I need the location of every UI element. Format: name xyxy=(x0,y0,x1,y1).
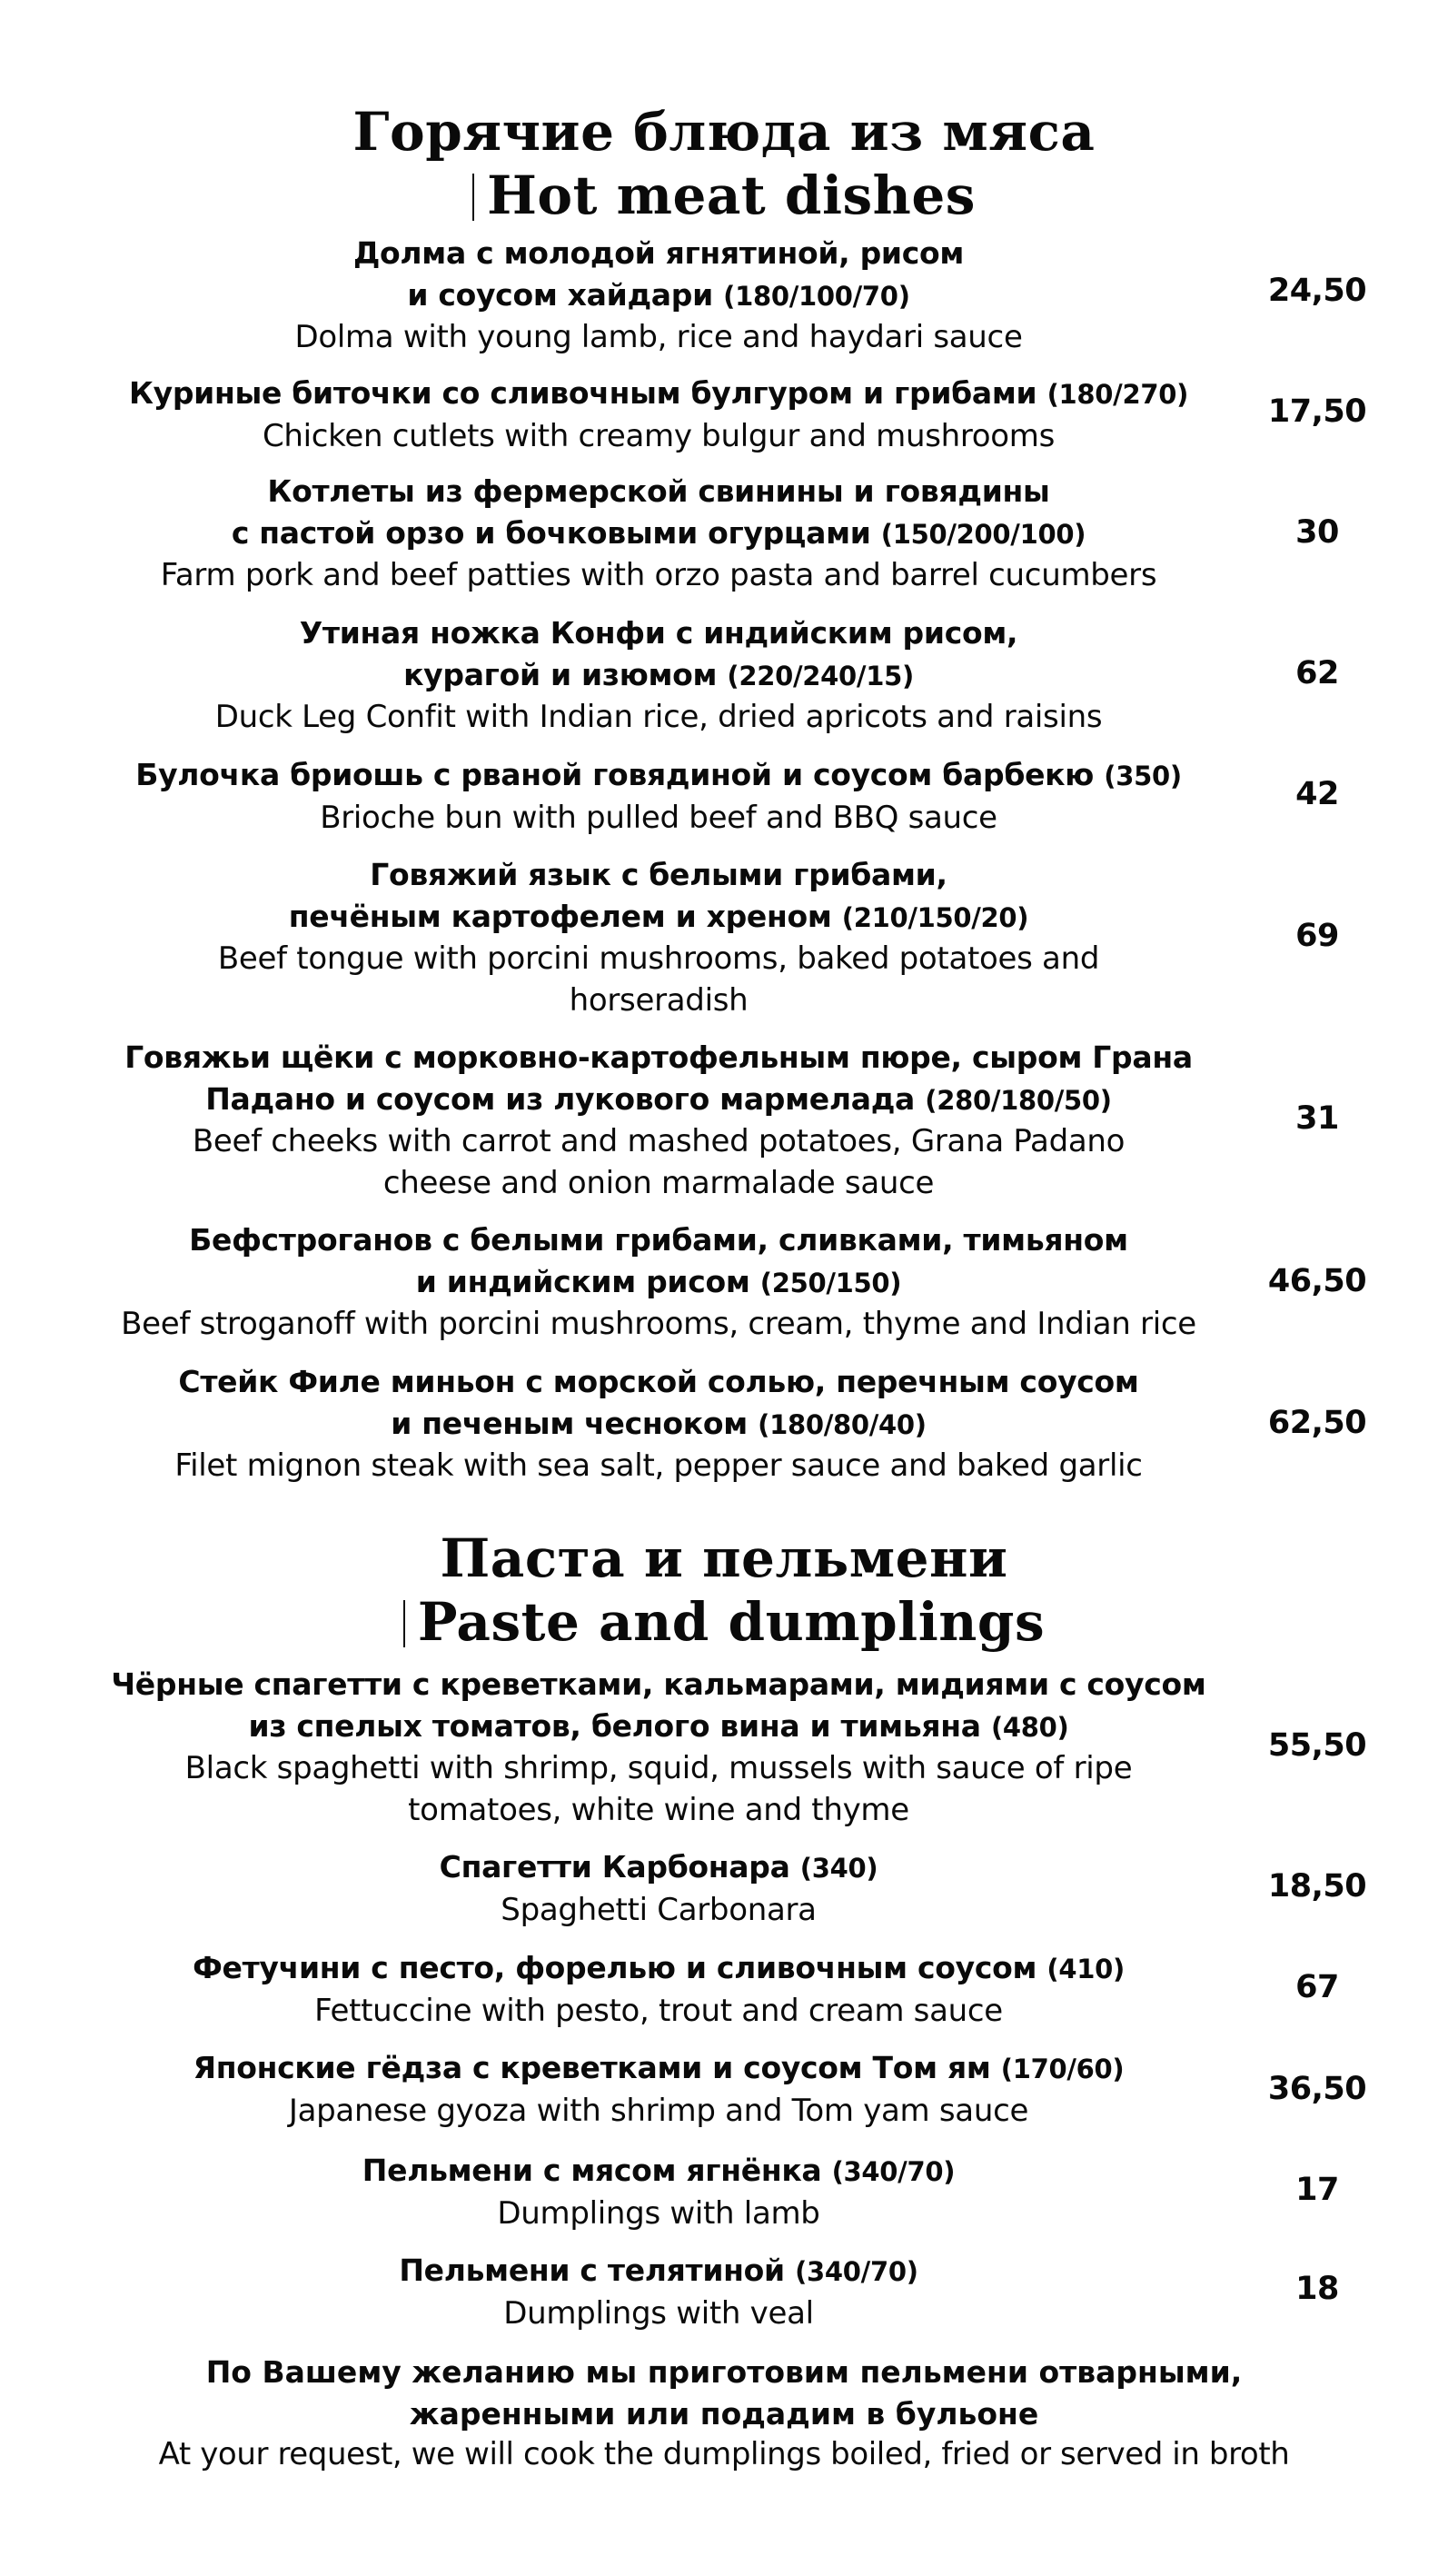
item-weight: (170/60) xyxy=(1000,2054,1125,2084)
item-weight: (340/70) xyxy=(831,2156,956,2187)
item-name-ru: Долма с молодой ягнятиной, рисом xyxy=(352,235,965,271)
section-title-en-line xyxy=(0,1590,1448,1654)
menu-item xyxy=(64,1037,1254,1204)
item-weight: (280/180/50) xyxy=(925,1084,1112,1116)
item-name-en: Beef tongue with porcini mushrooms, baked potatoes and xyxy=(217,940,1100,977)
item-name-ru: Говяжий язык с белыми грибами, xyxy=(370,857,947,892)
item-weight: (350) xyxy=(1104,761,1182,791)
menu-item xyxy=(64,854,1254,1021)
item-name-en: Brioche bun with pulled beef and BBQ sauce xyxy=(320,799,997,836)
menu-item xyxy=(64,754,1254,839)
menu-item xyxy=(64,612,1254,739)
item-price: 42 xyxy=(1295,776,1339,812)
item-name-ru: Булочка бриошь с рваной говядиной и соусом барбекю (350) xyxy=(135,757,1182,792)
menu-item xyxy=(64,1947,1254,2032)
item-weight: (340) xyxy=(799,1853,878,1884)
item-name-ru: из спелых томатов, белого вина и тимьяна (480) xyxy=(248,1707,1069,1744)
item-price: 69 xyxy=(1295,918,1339,954)
section-title-pasta xyxy=(0,1527,1448,1654)
item-name-ru: Спагетти Карбонара (340) xyxy=(439,1849,878,1885)
item-weight: (480) xyxy=(990,1711,1069,1743)
item-name-ru: Бефстроганов с белыми грибами, сливками, тимьяном xyxy=(189,1222,1128,1258)
item-name-ru: Фетучини с песто, форелью и сливочным соусом (410) xyxy=(193,1950,1125,1985)
item-name-en: Black spaghetti with shrimp, squid, mussels with sauce of ripe xyxy=(184,1750,1133,1786)
menu-item xyxy=(64,471,1254,597)
item-price: 67 xyxy=(1295,1969,1339,2005)
item-weight: (250/150) xyxy=(759,1267,902,1298)
item-name-en: Beef cheeks with carrot and mashed potatoes, Grana Padano xyxy=(192,1123,1126,1159)
item-name-ru: печёным картофелем и хреном (210/150/20) xyxy=(288,898,1029,934)
item-name-en: Beef stroganoff with porcini mushrooms, cream, thyme and Indian rice xyxy=(121,1306,1196,1342)
section-title-en-line xyxy=(0,164,1448,227)
item-name-en: Fettuccine with pesto, trout and cream sauce xyxy=(314,1992,1003,2029)
item-name-ru: Падано и соусом из лукового мармелада (280/180/50) xyxy=(205,1080,1112,1117)
item-name-ru: Котлеты из фермерской свинины и говядины xyxy=(267,473,1050,509)
menu-item xyxy=(64,1361,1254,1487)
item-name-en: Chicken cutlets with creamy bulgur and mushrooms xyxy=(262,417,1056,454)
item-price: 55,50 xyxy=(1267,1727,1367,1764)
item-name-en: Filet mignon steak with sea salt, pepper sauce and baked garlic xyxy=(174,1447,1143,1484)
item-weight: (210/150/20) xyxy=(841,901,1029,933)
item-name-ru: Говяжьи щёки с морковно-картофельным пюре, сыром Грана xyxy=(124,1039,1193,1075)
dumplings-note xyxy=(36,2352,1412,2476)
item-weight: (180/80/40) xyxy=(758,1408,927,1440)
item-price: 18,50 xyxy=(1267,1868,1367,1905)
note-ru: По Вашему желанию мы приготовим пельмени отварными, xyxy=(205,2354,1243,2390)
menu-item xyxy=(64,373,1254,457)
item-weight: (340/70) xyxy=(795,2256,918,2287)
section-title-ru: Паста и пельмени xyxy=(440,1527,1008,1589)
divider-bar xyxy=(472,174,474,221)
section-title-en: Paste and dumplings xyxy=(417,1591,1046,1653)
item-name-en: horseradish xyxy=(569,981,749,1019)
item-price: 31 xyxy=(1295,1100,1339,1137)
item-name-en: Dumplings with lamb xyxy=(497,2194,820,2232)
item-name-ru: курагой и изюмом (220/240/15) xyxy=(403,656,914,692)
section-title-en: Hot meat dishes xyxy=(487,164,976,226)
item-name-en: Dumplings with veal xyxy=(503,2294,814,2332)
item-name-ru: Куриные биточки со сливочным булгуром и грибами (180/270) xyxy=(128,375,1189,411)
menu-item xyxy=(64,2047,1254,2132)
item-name-ru: и соусом хайдари (180/100/70) xyxy=(407,276,910,313)
item-price: 17,50 xyxy=(1267,393,1367,430)
note-en: At your request, we will cook the dumplings boiled, fried or served in broth xyxy=(158,2436,1290,2472)
menu-item xyxy=(64,2150,1254,2234)
item-price: 62 xyxy=(1295,655,1339,691)
item-name-ru: Стейк Филе миньон с морской солью, перечным соусом xyxy=(178,1364,1139,1399)
note-ru: жаренными или подадим в бульоне xyxy=(409,2395,1039,2432)
menu-item xyxy=(64,1846,1254,1931)
item-name-en: Farm pork and beef patties with orzo pasta and barrel cucumbers xyxy=(160,557,1157,593)
item-weight: (150/200/100) xyxy=(880,518,1086,550)
item-name-ru: и печеным чесноком (180/80/40) xyxy=(391,1405,927,1441)
item-price: 24,50 xyxy=(1267,273,1367,309)
item-weight: (180/270) xyxy=(1046,379,1189,410)
item-price: 46,50 xyxy=(1267,1263,1367,1299)
section-title-ru: Горячие блюда из мяса xyxy=(352,101,1096,163)
item-name-en: cheese and onion marmalade sauce xyxy=(382,1164,935,1201)
section-title-hot-meat xyxy=(0,100,1448,227)
item-name-ru: Чёрные спагетти с креветками, кальмарами, мидиями с соусом xyxy=(111,1666,1206,1702)
item-weight: (410) xyxy=(1046,1954,1125,1984)
item-name-ru: с пастой орзо и бочковыми огурцами (150/200/100) xyxy=(231,514,1086,551)
item-name-en: Spaghetti Carbonara xyxy=(501,1891,817,1928)
item-name-en: tomatoes, white wine and thyme xyxy=(408,1791,909,1828)
item-price: 30 xyxy=(1295,514,1339,551)
menu-item xyxy=(64,2250,1254,2334)
divider-bar xyxy=(403,1600,405,1647)
item-name-en: Japanese gyoza with shrimp and Tom yam sauce xyxy=(288,2092,1029,2129)
menu-item xyxy=(64,1219,1254,1346)
item-price: 17 xyxy=(1295,2172,1339,2208)
item-name-ru: Японские гёдза с креветками и соусом Том ям (170/60) xyxy=(193,2050,1125,2085)
item-name-en: Duck Leg Confit with Indian rice, dried apricots and raisins xyxy=(214,699,1103,735)
menu-item xyxy=(64,233,1254,359)
item-price: 62,50 xyxy=(1267,1405,1367,1441)
item-weight: (220/240/15) xyxy=(727,660,914,691)
item-price: 36,50 xyxy=(1267,2071,1367,2107)
item-weight: (180/100/70) xyxy=(723,280,910,312)
item-name-en: Dolma with young lamb, rice and haydari sauce xyxy=(294,319,1023,355)
item-name-ru: Пельмени с телятиной (340/70) xyxy=(399,2253,918,2288)
item-price: 18 xyxy=(1295,2271,1339,2307)
item-name-ru: Утиная ножка Конфи с индийским рисом, xyxy=(299,615,1018,651)
menu-item xyxy=(64,1664,1254,1831)
item-name-ru: Пельмени с мясом ягнёнка (340/70) xyxy=(362,2153,956,2188)
item-name-ru: и индийским рисом (250/150) xyxy=(415,1263,902,1299)
